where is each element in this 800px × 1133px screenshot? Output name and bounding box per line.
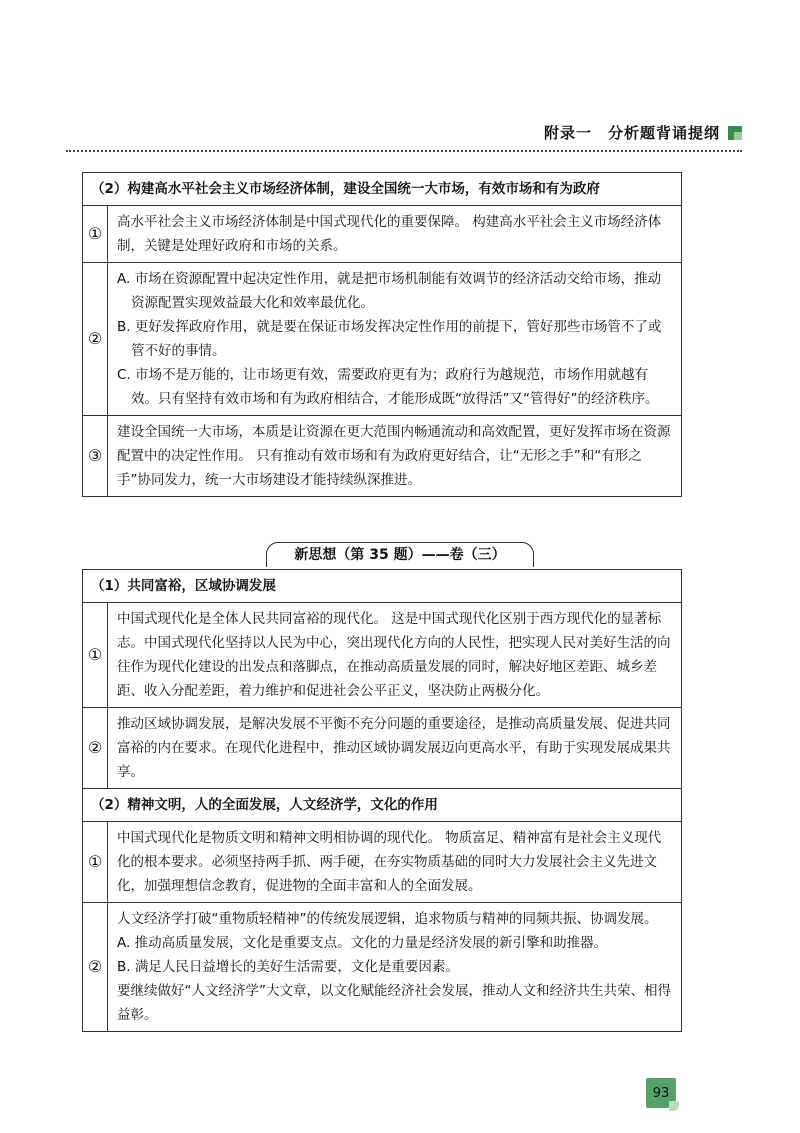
text-line: 中国式现代化是全体人民共同富裕的现代化。 这是中国式现代化区别于西方现代化的显著标志。中国式现代化坚持以人民为中心，突出现代化方向的人民性，把实现人民对美好生活的向往作为现代化建设的出发点和落脚点，在推动高质量发展的同时，解决好地区差距、城乡差距、收入分配差距，着力维护和促进社会公平正义，坚决防止两极分化。 <box>117 611 671 699</box>
text-line: C. 市场不是万能的，让市场更有效，需要政府更有为；政府行为越规范，市场作用就越有效。只有坚持有效市场和有为政府相结合，才能形成既“放得活”又“管得好”的经济秩序。 <box>117 367 659 407</box>
item-number: ③ <box>83 416 108 497</box>
table-row <box>83 206 682 263</box>
item-number: ① <box>83 603 108 708</box>
item-text <box>108 263 682 416</box>
text-line: A. 市场在资源配置中起决定性作用，就是把市场机制能有效调节的经济活动交给市场，推动资源配置实现效益最大化和效率最优化。 <box>117 271 662 311</box>
table-row <box>83 822 682 903</box>
running-header <box>544 122 742 143</box>
text-line: A. 推动高质量发展，文化是重要支点。文化的力量是经济发展的新引擎和助推器。 <box>117 935 608 951</box>
table-row <box>83 708 682 789</box>
text-line: 推动区域协调发展，是解决发展不平衡不充分问题的重要途径，是推动高质量发展、促进共同富裕的内在要求。在现代化进程中，推动区域协调发展迈向更高水平，有助于实现发展成果共享。 <box>117 716 671 780</box>
section-heading: （2）精神文明，人的全面发展，人文经济学，文化的作用 <box>83 789 682 822</box>
green-square-icon <box>728 126 742 140</box>
text-line: 人文经济学打破“重物质轻精神”的传统发展逻辑，追求物质与精神的同频共振、协调发展。 <box>117 911 658 927</box>
item-number: ② <box>83 708 108 789</box>
text-line: B. 满足人民日益增长的美好生活需要，文化是重要因素。 <box>117 959 459 975</box>
header-divider <box>66 150 742 152</box>
text-line: 中国式现代化是物质文明和精神文明相协调的现代化。 物质富足、精神富有是社会主义现代化的根本要求。必须坚持两手抓、两手硬，在夯实物质基础的同时大力发展社会主义先进文化，加强理想信念教育，促进物的全面丰富和人的全面发展。 <box>117 830 662 894</box>
section-heading: （2）构建高水平社会主义市场经济体制，建设全国统一大市场，有效市场和有为政府 <box>83 173 682 206</box>
table-row <box>83 416 682 497</box>
item-text <box>108 903 682 1032</box>
section-banner: 新思想（第 35 题）——卷（三） <box>266 542 534 567</box>
header-title: 附录一 分析题背诵提纲 <box>543 124 720 142</box>
page-number: 93 <box>646 1078 676 1108</box>
item-text <box>108 822 682 903</box>
text-line: 高水平社会主义市场经济体制是中国式现代化的重要保障。 构建高水平社会主义市场经济体制，关键是处理好政府和市场的关系。 <box>117 214 662 254</box>
item-text <box>108 416 682 497</box>
table-row <box>83 903 682 1032</box>
item-text <box>108 603 682 708</box>
text-line: 建设全国统一大市场，本质是让资源在更大范围内畅通流动和高效配置，更好发挥市场在资源配置中的决定性作用。 只有推动有效市场和有为政府更好结合，让“无形之手”和“有形之手”协同发力，统一大市场建设才能持续纵深推进。 <box>117 424 671 488</box>
section-heading: （1）共同富裕，区域协调发展 <box>83 570 682 603</box>
item-number: ② <box>83 263 108 416</box>
section-market-economy-table <box>82 172 682 497</box>
item-text <box>108 206 682 263</box>
section-common-prosperity-table <box>82 569 682 1032</box>
table-row <box>83 603 682 708</box>
text-line: B. 更好发挥政府作用，就是要在保证市场发挥决定性作用的前提下，管好那些市场管不了或管不好的事情。 <box>117 319 662 359</box>
item-number: ① <box>83 206 108 263</box>
table-row <box>83 263 682 416</box>
item-text <box>108 708 682 789</box>
item-number: ① <box>83 822 108 903</box>
item-number: ② <box>83 903 108 1032</box>
text-line: 要继续做好“人文经济学”大文章，以文化赋能经济社会发展，推动人文和经济共生共荣、相得益彰。 <box>117 983 671 1023</box>
